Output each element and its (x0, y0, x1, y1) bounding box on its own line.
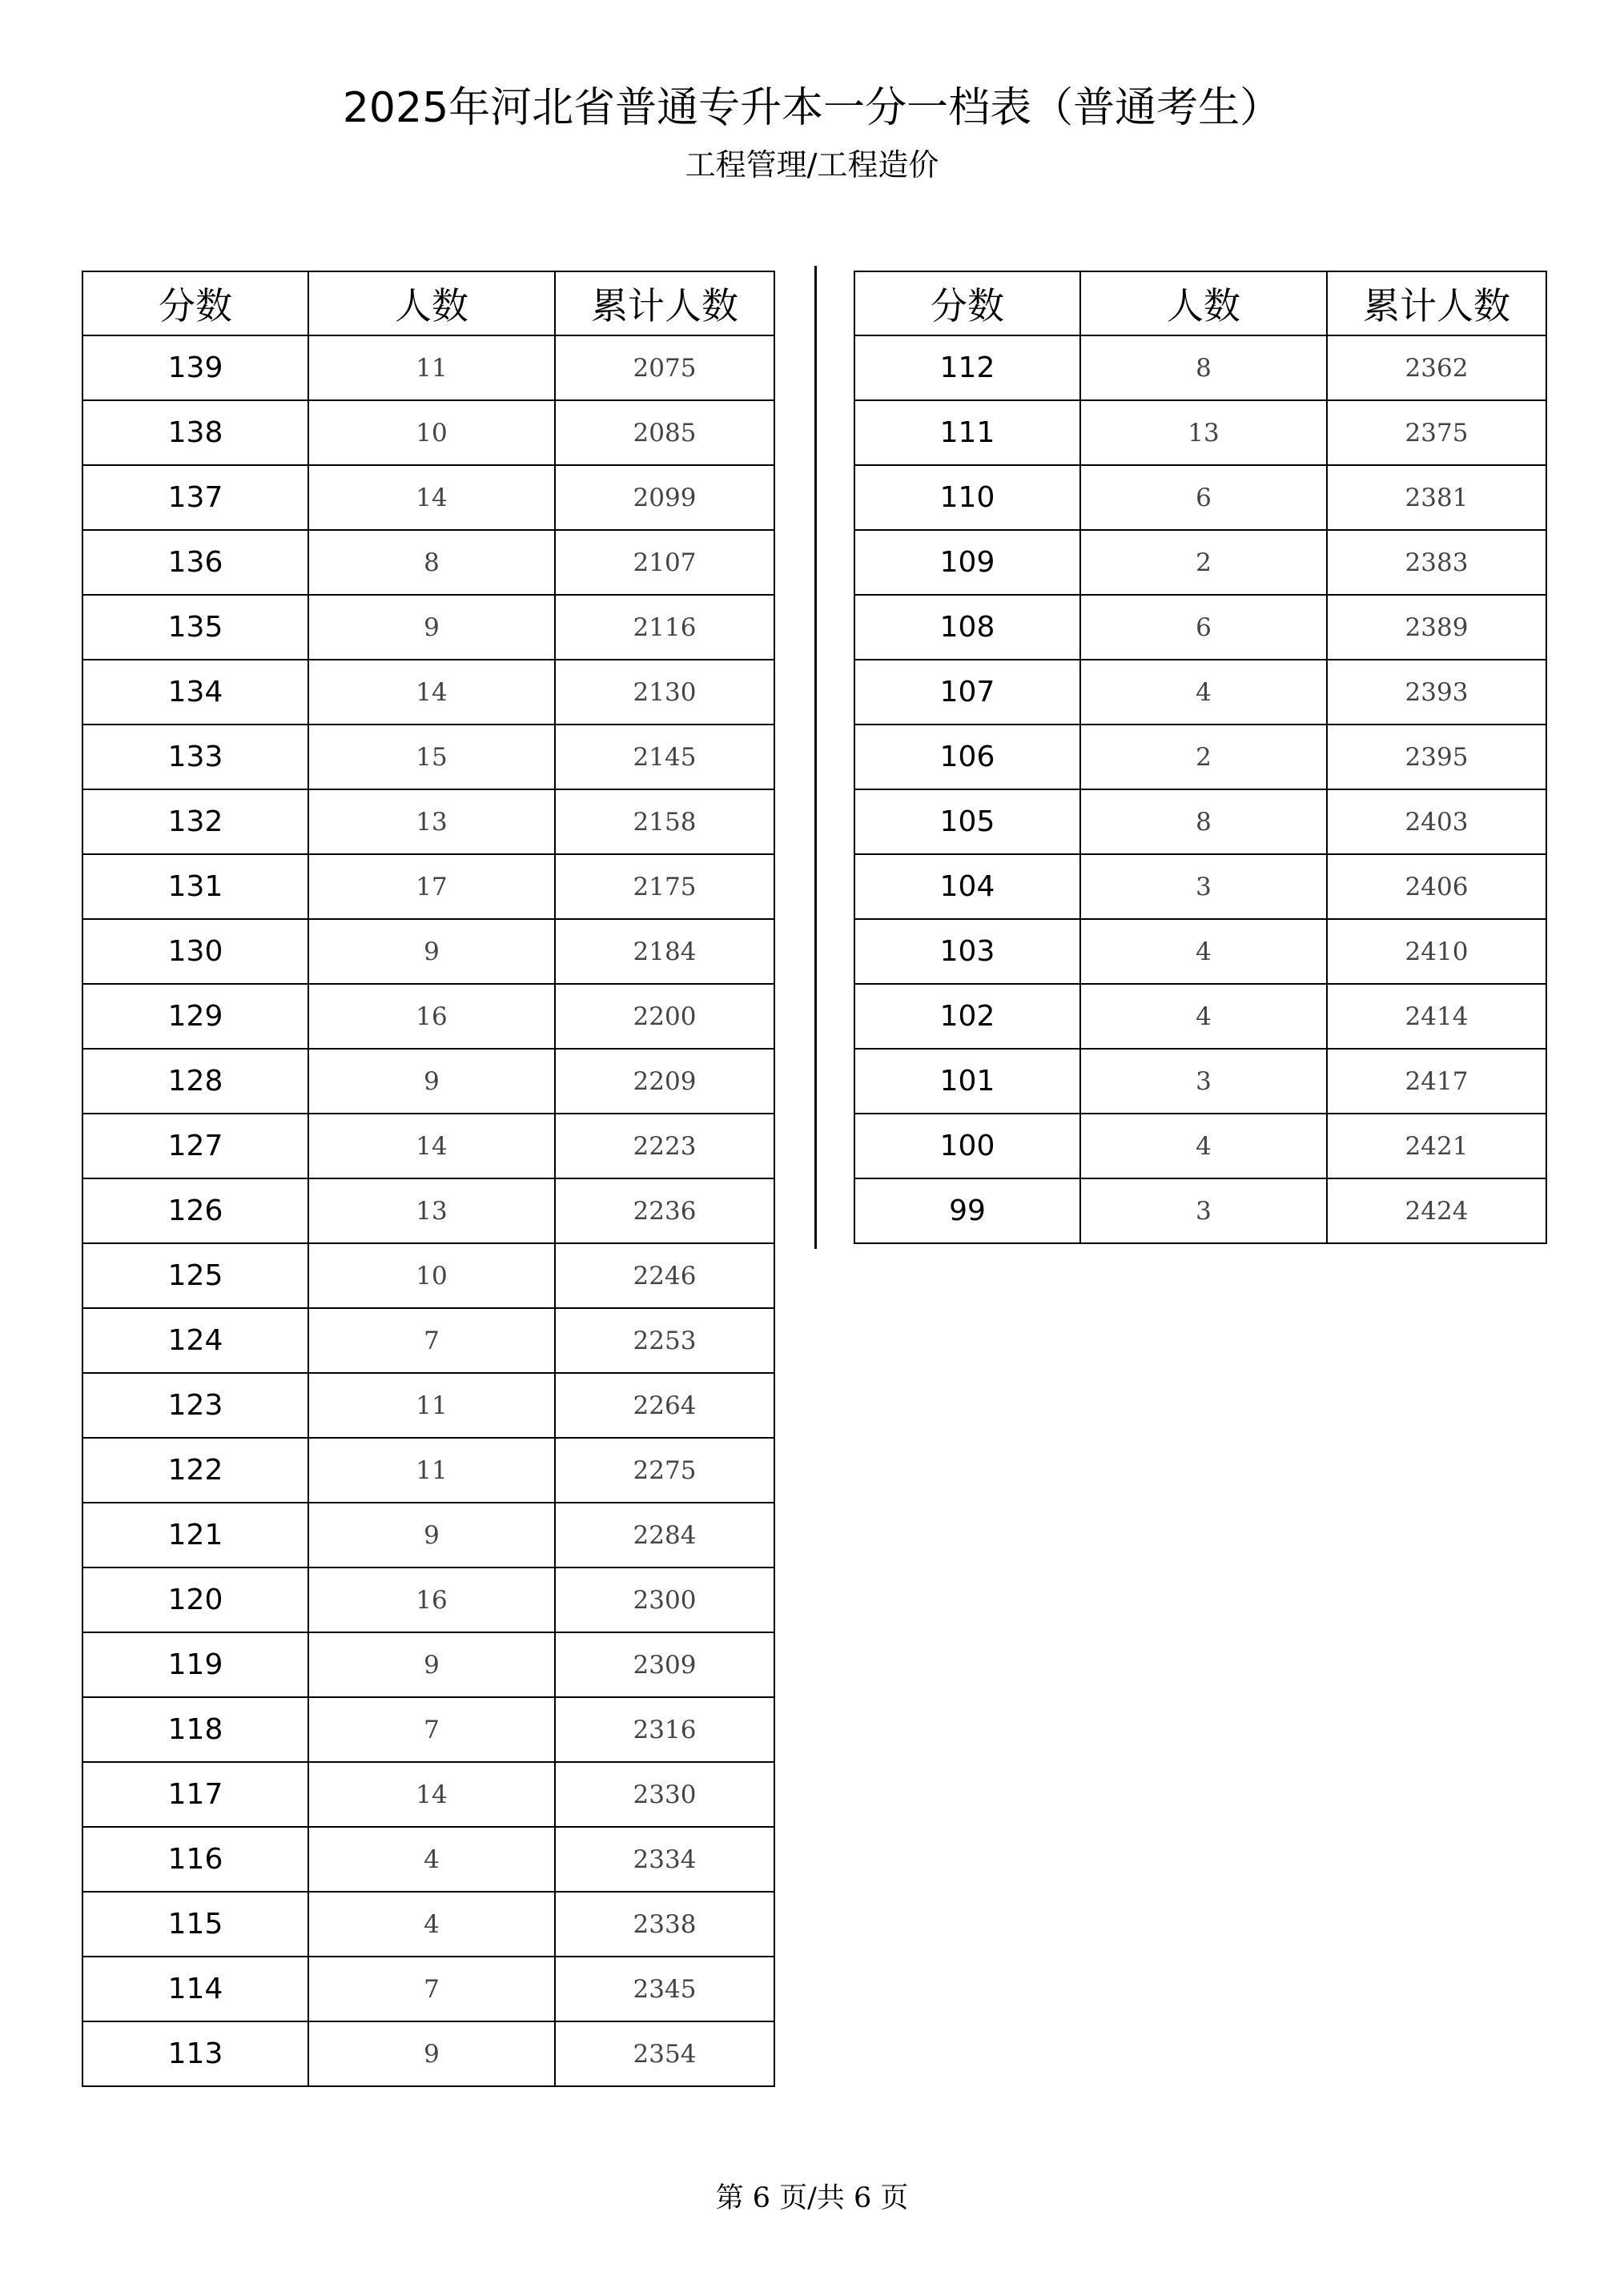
score-cell: 108 (854, 595, 1080, 660)
count-cell: 10 (308, 1243, 555, 1308)
cumulative-cell: 2264 (555, 1373, 774, 1438)
table-body-left (82, 335, 774, 2086)
score-cell: 107 (854, 660, 1080, 725)
table-row (82, 1373, 774, 1438)
table-body-right (854, 335, 1546, 1243)
table-row (82, 530, 774, 595)
table-row (82, 595, 774, 660)
cumulative-cell: 2410 (1327, 919, 1546, 984)
cumulative-cell: 2424 (1327, 1178, 1546, 1243)
score-cell: 131 (82, 854, 308, 919)
cumulative-cell: 2417 (1327, 1049, 1546, 1114)
score-cell: 99 (854, 1178, 1080, 1243)
count-cell: 8 (1080, 789, 1327, 854)
cumulative-cell: 2395 (1327, 725, 1546, 789)
count-cell: 4 (1080, 660, 1327, 725)
cumulative-cell: 2236 (555, 1178, 774, 1243)
cumulative-cell: 2209 (555, 1049, 774, 1114)
count-cell: 9 (308, 919, 555, 984)
count-cell: 9 (308, 1503, 555, 1567)
count-cell: 3 (1080, 854, 1327, 919)
count-cell: 9 (308, 1632, 555, 1697)
cumulative-cell: 2406 (1327, 854, 1546, 919)
table-row (82, 660, 774, 725)
cumulative-cell: 2354 (555, 2021, 774, 2086)
cumulative-cell: 2383 (1327, 530, 1546, 595)
score-cell: 116 (82, 1827, 308, 1892)
score-cell: 135 (82, 595, 308, 660)
score-cell: 128 (82, 1049, 308, 1114)
count-cell: 4 (1080, 1114, 1327, 1178)
count-cell: 7 (308, 1957, 555, 2021)
table-row (854, 854, 1546, 919)
count-cell: 2 (1080, 725, 1327, 789)
count-cell: 14 (308, 465, 555, 530)
count-cell: 7 (308, 1697, 555, 1762)
cumulative-cell: 2393 (1327, 660, 1546, 725)
table-row (854, 1114, 1546, 1178)
table-row (854, 1049, 1546, 1114)
count-cell: 11 (308, 335, 555, 400)
table-row (854, 400, 1546, 465)
cumulative-cell: 2184 (555, 919, 774, 984)
table-row (82, 400, 774, 465)
table-row (82, 1438, 774, 1503)
count-cell: 4 (308, 1827, 555, 1892)
table-row (82, 1762, 774, 1827)
cumulative-cell: 2175 (555, 854, 774, 919)
cumulative-cell: 2309 (555, 1632, 774, 1697)
cumulative-cell: 2130 (555, 660, 774, 725)
header-cumulative: 累计人数 (555, 271, 774, 335)
header-cumulative: 累计人数 (1327, 271, 1546, 335)
table-row (854, 660, 1546, 725)
cumulative-cell: 2116 (555, 595, 774, 660)
table-header-row (854, 271, 1546, 335)
score-cell: 110 (854, 465, 1080, 530)
score-cell: 113 (82, 2021, 308, 2086)
count-cell: 14 (308, 660, 555, 725)
score-cell: 138 (82, 400, 308, 465)
score-cell: 124 (82, 1308, 308, 1373)
column-divider (814, 266, 817, 1249)
count-cell: 3 (1080, 1049, 1327, 1114)
score-cell: 103 (854, 919, 1080, 984)
count-cell: 16 (308, 984, 555, 1049)
table-row (82, 854, 774, 919)
score-cell: 136 (82, 530, 308, 595)
cumulative-cell: 2085 (555, 400, 774, 465)
score-cell: 115 (82, 1892, 308, 1957)
cumulative-cell: 2246 (555, 1243, 774, 1308)
count-cell: 16 (308, 1567, 555, 1632)
header-score: 分数 (82, 271, 308, 335)
score-cell: 125 (82, 1243, 308, 1308)
cumulative-cell: 2275 (555, 1438, 774, 1503)
table-row (82, 1114, 774, 1178)
count-cell: 6 (1080, 595, 1327, 660)
score-cell: 119 (82, 1632, 308, 1697)
table-row (854, 335, 1546, 400)
cumulative-cell: 2284 (555, 1503, 774, 1567)
table-row (82, 335, 774, 400)
cumulative-cell: 2334 (555, 1827, 774, 1892)
table-row (82, 1049, 774, 1114)
count-cell: 7 (308, 1308, 555, 1373)
score-cell: 121 (82, 1503, 308, 1567)
score-table-right (854, 271, 1547, 1244)
cumulative-cell: 2145 (555, 725, 774, 789)
score-cell: 112 (854, 335, 1080, 400)
table-row (82, 465, 774, 530)
score-cell: 120 (82, 1567, 308, 1632)
score-cell: 122 (82, 1438, 308, 1503)
score-cell: 133 (82, 725, 308, 789)
count-cell: 4 (1080, 984, 1327, 1049)
cumulative-cell: 2345 (555, 1957, 774, 2021)
page-footer: 第 6 页/共 6 页 (715, 2182, 909, 2214)
table-row (854, 725, 1546, 789)
count-cell: 8 (1080, 335, 1327, 400)
table-row (82, 1827, 774, 1892)
score-cell: 109 (854, 530, 1080, 595)
count-cell: 8 (308, 530, 555, 595)
cumulative-cell: 2099 (555, 465, 774, 530)
score-table-left (82, 271, 775, 2087)
score-cell: 100 (854, 1114, 1080, 1178)
table-row (82, 2021, 774, 2086)
cumulative-cell: 2414 (1327, 984, 1546, 1049)
count-cell: 10 (308, 400, 555, 465)
cumulative-cell: 2107 (555, 530, 774, 595)
cumulative-cell: 2223 (555, 1114, 774, 1178)
table-row (854, 465, 1546, 530)
score-cell: 101 (854, 1049, 1080, 1114)
count-cell: 9 (308, 1049, 555, 1114)
table-row (854, 984, 1546, 1049)
cumulative-cell: 2381 (1327, 465, 1546, 530)
count-cell: 14 (308, 1114, 555, 1178)
count-cell: 4 (308, 1892, 555, 1957)
count-cell: 14 (308, 1762, 555, 1827)
count-cell: 13 (308, 1178, 555, 1243)
cumulative-cell: 2300 (555, 1567, 774, 1632)
table-header-row (82, 271, 774, 335)
count-cell: 9 (308, 595, 555, 660)
table-row (82, 919, 774, 984)
score-cell: 132 (82, 789, 308, 854)
table-row (854, 530, 1546, 595)
table-row (82, 1697, 774, 1762)
cumulative-cell: 2362 (1327, 335, 1546, 400)
count-cell: 6 (1080, 465, 1327, 530)
table-row (82, 1632, 774, 1697)
score-cell: 123 (82, 1373, 308, 1438)
table-row (82, 984, 774, 1049)
score-cell: 126 (82, 1178, 308, 1243)
table-row (854, 919, 1546, 984)
header-count: 人数 (1080, 271, 1327, 335)
cumulative-cell: 2253 (555, 1308, 774, 1373)
cumulative-cell: 2330 (555, 1762, 774, 1827)
table-row (854, 595, 1546, 660)
score-cell: 137 (82, 465, 308, 530)
cumulative-cell: 2075 (555, 335, 774, 400)
score-cell: 111 (854, 400, 1080, 465)
page-title: 2025年河北省普通专升本一分一档表（普通考生） (342, 84, 1282, 132)
cumulative-cell: 2403 (1327, 789, 1546, 854)
table-row (82, 1243, 774, 1308)
count-cell: 3 (1080, 1178, 1327, 1243)
table-row (82, 1308, 774, 1373)
header-count: 人数 (308, 271, 555, 335)
score-cell: 134 (82, 660, 308, 725)
cumulative-cell: 2338 (555, 1892, 774, 1957)
count-cell: 17 (308, 854, 555, 919)
page-subtitle: 工程管理/工程造价 (685, 147, 939, 183)
cumulative-cell: 2200 (555, 984, 774, 1049)
score-cell: 130 (82, 919, 308, 984)
count-cell: 11 (308, 1373, 555, 1438)
table-row (82, 725, 774, 789)
table-row (82, 789, 774, 854)
count-cell: 2 (1080, 530, 1327, 595)
count-cell: 11 (308, 1438, 555, 1503)
count-cell: 13 (308, 789, 555, 854)
cumulative-cell: 2158 (555, 789, 774, 854)
count-cell: 15 (308, 725, 555, 789)
score-cell: 127 (82, 1114, 308, 1178)
table-row (82, 1567, 774, 1632)
cumulative-cell: 2316 (555, 1697, 774, 1762)
score-cell: 117 (82, 1762, 308, 1827)
count-cell: 13 (1080, 400, 1327, 465)
table-row (82, 1957, 774, 2021)
table-row (82, 1503, 774, 1567)
score-cell: 105 (854, 789, 1080, 854)
score-cell: 102 (854, 984, 1080, 1049)
score-cell: 104 (854, 854, 1080, 919)
header-score: 分数 (854, 271, 1080, 335)
table-row (854, 1178, 1546, 1243)
score-cell: 118 (82, 1697, 308, 1762)
score-cell: 129 (82, 984, 308, 1049)
score-cell: 139 (82, 335, 308, 400)
cumulative-cell: 2421 (1327, 1114, 1546, 1178)
cumulative-cell: 2389 (1327, 595, 1546, 660)
score-cell: 114 (82, 1957, 308, 2021)
table-row (854, 789, 1546, 854)
count-cell: 9 (308, 2021, 555, 2086)
table-row (82, 1892, 774, 1957)
count-cell: 4 (1080, 919, 1327, 984)
score-cell: 106 (854, 725, 1080, 789)
table-row (82, 1178, 774, 1243)
cumulative-cell: 2375 (1327, 400, 1546, 465)
